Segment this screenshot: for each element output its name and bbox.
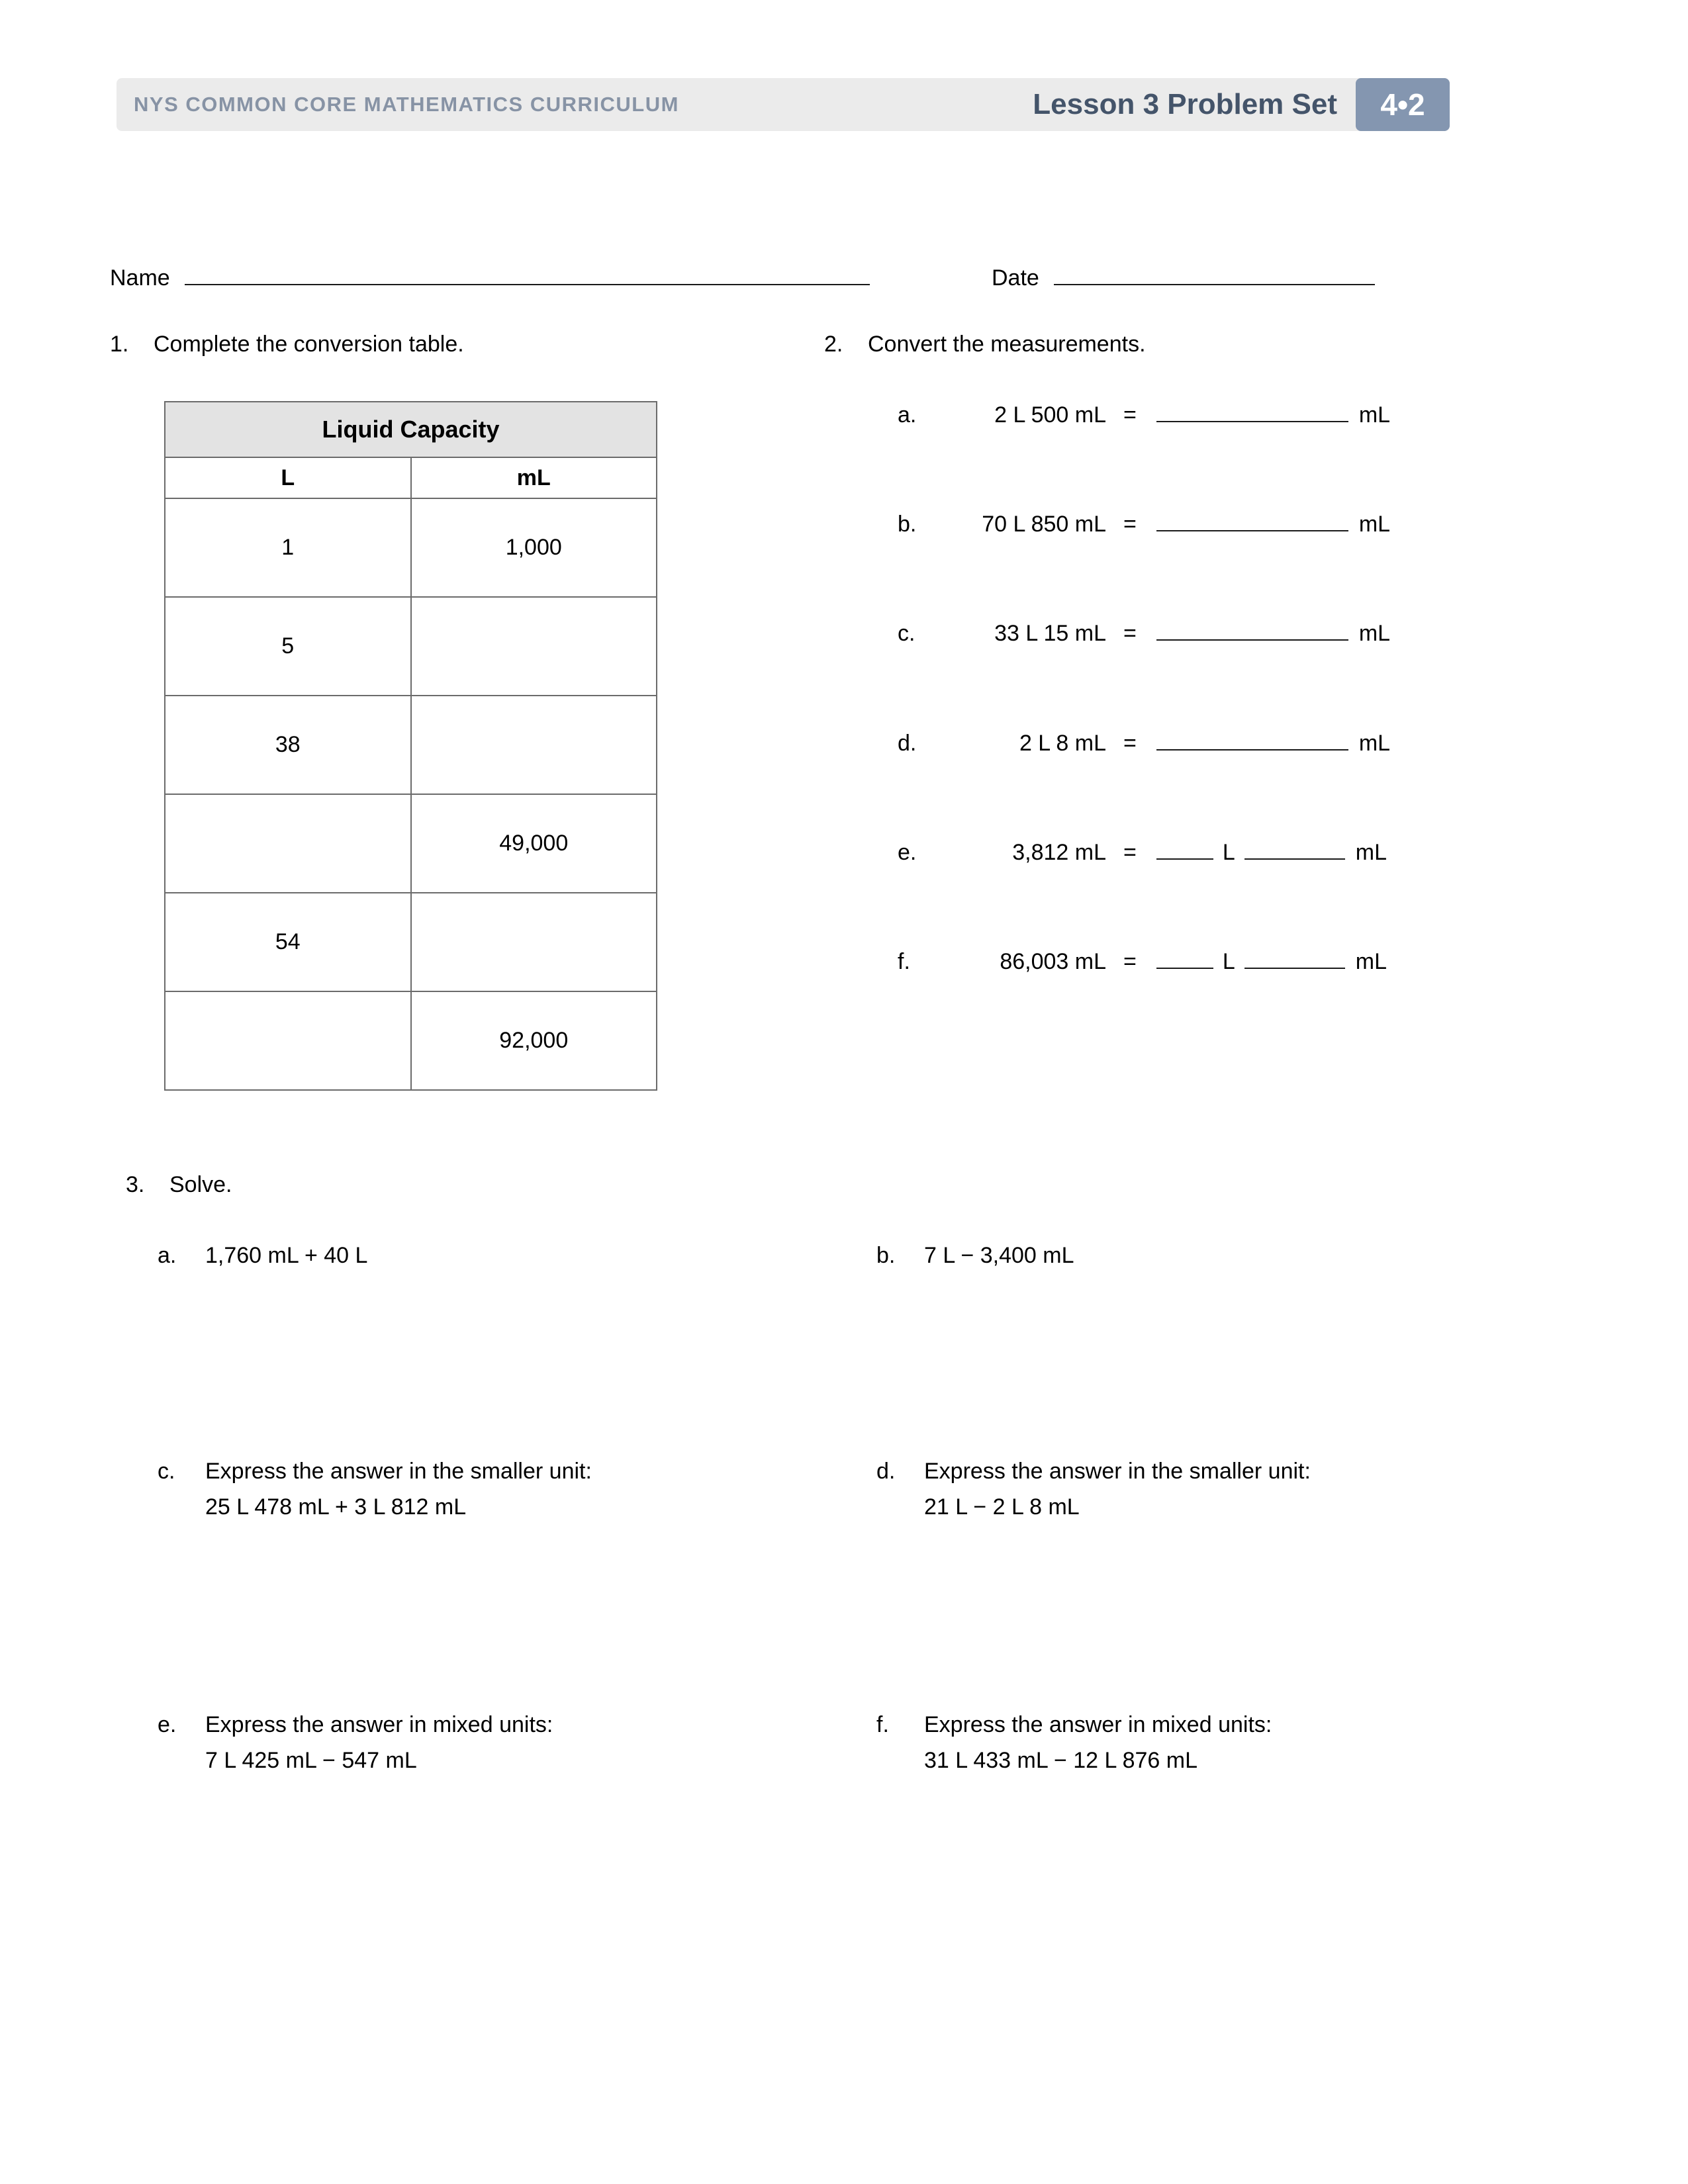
problem2-heading — [824, 330, 1146, 359]
unit-label-ml: mL — [1358, 512, 1391, 537]
cell-milliliters: 49,000 — [411, 794, 657, 893]
cell-milliliters — [411, 597, 657, 696]
item-expression: 2 L 500 mL — [994, 402, 1106, 428]
name-answer-blank — [185, 260, 870, 285]
item-letter: d. — [898, 731, 917, 756]
problem3-prompt: Solve. — [169, 1172, 232, 1197]
item-expression: 33 L 15 mL — [994, 621, 1106, 646]
date-label: Date — [992, 265, 1039, 291]
unit-label-ml: mL — [1358, 402, 1391, 428]
item-expression: 31 L 433 mL − 12 L 876 mL — [924, 1748, 1198, 1773]
name-label: Name — [110, 265, 170, 291]
cell-liters — [165, 794, 411, 893]
equals-sign: = — [1123, 621, 1137, 646]
cell-liters — [165, 991, 411, 1090]
table-row — [165, 597, 657, 696]
unit-label-ml: mL — [1355, 949, 1387, 974]
answer-blank-milliliters — [1244, 944, 1345, 969]
solve-item-c — [158, 1453, 592, 1525]
cell-milliliters: 92,000 — [411, 991, 657, 1090]
table-row — [165, 794, 657, 893]
cell-milliliters: 1,000 — [411, 498, 657, 597]
item-letter: e. — [898, 840, 917, 865]
item-letter: d. — [876, 1459, 896, 1484]
answer-blank — [1156, 397, 1348, 422]
item-text — [924, 1453, 1311, 1525]
item-text — [205, 1238, 367, 1273]
equals-sign: = — [1123, 840, 1137, 865]
column-header-milliliters: mL — [411, 457, 657, 498]
item-letter: b. — [876, 1243, 896, 1268]
item-expression: 25 L 478 mL + 3 L 812 mL — [205, 1494, 467, 1520]
item-letter: b. — [898, 512, 917, 537]
name-field-row — [110, 260, 870, 293]
solve-item-b — [876, 1238, 1074, 1273]
answer-blank — [1156, 725, 1348, 751]
cell-liters: 38 — [165, 696, 411, 794]
equals-sign: = — [1123, 731, 1137, 756]
equals-sign: = — [1123, 512, 1137, 537]
item-letter: f. — [898, 949, 910, 974]
unit-label-ml: mL — [1358, 621, 1391, 646]
table-header-row — [165, 457, 657, 498]
item-instruction: Express the answer in mixed units: — [924, 1712, 1272, 1737]
item-instruction: Express the answer in the smaller unit: — [205, 1459, 592, 1484]
conversion-table — [164, 401, 657, 1091]
item-expression: 70 L 850 mL — [982, 512, 1106, 537]
item-text — [924, 1707, 1272, 1778]
cell-liters: 1 — [165, 498, 411, 597]
table-row — [165, 893, 657, 991]
unit-label-l: L — [1222, 949, 1235, 974]
item-instruction: Express the answer in mixed units: — [205, 1712, 553, 1737]
header-bar — [117, 78, 1450, 131]
conversion-item-e — [898, 835, 1387, 867]
equals-sign: = — [1123, 402, 1137, 428]
item-letter: e. — [158, 1712, 177, 1737]
problem3-heading — [126, 1170, 232, 1199]
date-answer-blank — [1054, 260, 1375, 285]
item-letter: a. — [898, 402, 917, 428]
cell-milliliters — [411, 893, 657, 991]
answer-blank-liters — [1156, 835, 1213, 860]
table-row — [165, 696, 657, 794]
item-letter: f. — [876, 1712, 889, 1737]
cell-liters: 5 — [165, 597, 411, 696]
problem1-heading — [110, 330, 464, 359]
unit-label-l: L — [1222, 840, 1235, 865]
conversion-item-b — [898, 506, 1390, 539]
item-text — [924, 1238, 1074, 1273]
item-expression: 21 L − 2 L 8 mL — [924, 1494, 1080, 1520]
answer-blank-milliliters — [1244, 835, 1345, 860]
solve-item-f — [876, 1707, 1272, 1778]
cell-milliliters — [411, 696, 657, 794]
item-text — [205, 1453, 592, 1525]
problem3-number: 3. — [126, 1172, 145, 1197]
problem1-prompt: Complete the conversion table. — [154, 332, 464, 357]
problem1-number: 1. — [110, 332, 129, 357]
item-letter: c. — [898, 621, 915, 646]
cell-liters: 54 — [165, 893, 411, 991]
conversion-item-a — [898, 397, 1390, 430]
item-text — [205, 1707, 553, 1778]
item-expression: 1,760 mL + 40 L — [205, 1243, 368, 1268]
table-title-row — [165, 402, 657, 457]
curriculum-title: NYS COMMON CORE MATHEMATICS CURRICULUM — [134, 93, 679, 116]
table-row — [165, 498, 657, 597]
problem2-number: 2. — [824, 332, 843, 357]
module-badge: 4•2 — [1356, 78, 1450, 131]
item-expression: 86,003 mL — [1000, 949, 1106, 974]
item-expression: 7 L 425 mL − 547 mL — [205, 1748, 417, 1773]
table-title: Liquid Capacity — [165, 402, 657, 457]
item-letter: c. — [158, 1459, 175, 1484]
answer-blank — [1156, 615, 1348, 641]
item-expression: 2 L 8 mL — [1019, 731, 1106, 756]
lesson-title: Lesson 3 Problem Set — [1033, 88, 1337, 120]
answer-blank — [1156, 506, 1348, 531]
item-expression: 3,812 mL — [1012, 840, 1106, 865]
solve-item-a — [158, 1238, 367, 1273]
conversion-item-c — [898, 615, 1390, 648]
date-field-row — [992, 260, 1375, 293]
unit-label-ml: mL — [1358, 731, 1391, 756]
item-instruction: Express the answer in the smaller unit: — [924, 1459, 1311, 1484]
solve-item-e — [158, 1707, 553, 1778]
answer-blank-liters — [1156, 944, 1213, 969]
column-header-liters: L — [165, 457, 411, 498]
unit-label-ml: mL — [1355, 840, 1387, 865]
table-row — [165, 991, 657, 1090]
equals-sign: = — [1123, 949, 1137, 974]
item-expression: 7 L − 3,400 mL — [924, 1243, 1074, 1268]
conversion-item-f — [898, 944, 1387, 976]
conversion-item-d — [898, 725, 1390, 758]
item-letter: a. — [158, 1243, 177, 1268]
problem2-prompt: Convert the measurements. — [868, 332, 1146, 357]
solve-item-d — [876, 1453, 1311, 1525]
